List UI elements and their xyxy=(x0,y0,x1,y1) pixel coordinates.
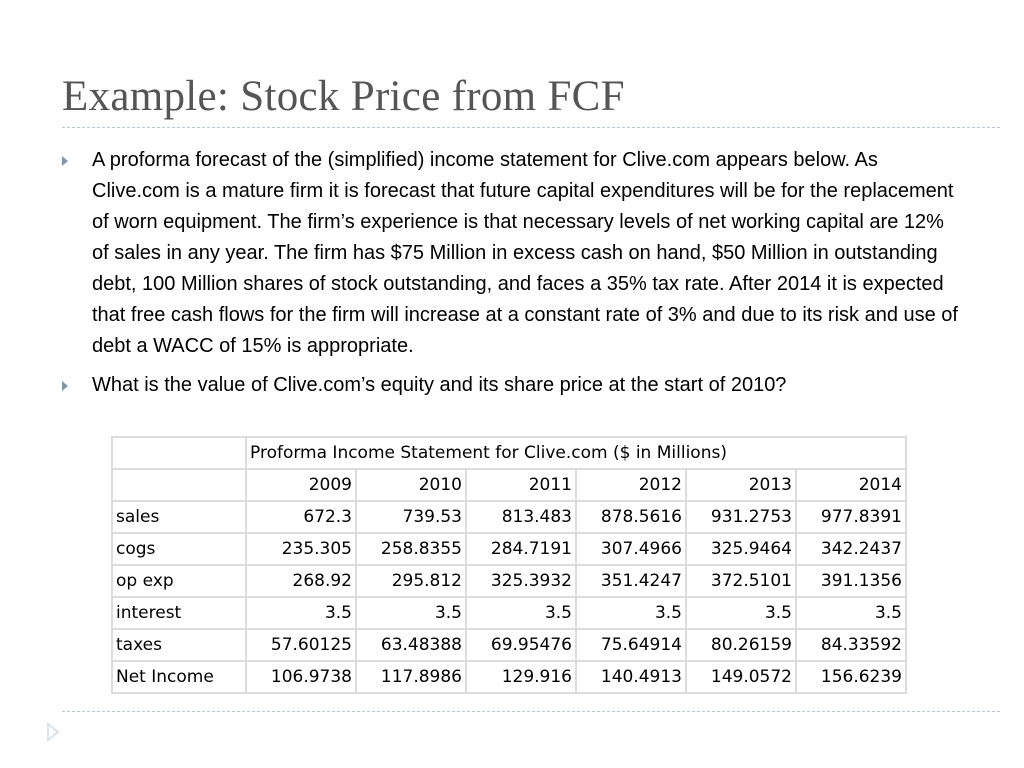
bullet-item xyxy=(62,370,962,401)
table-title: Proforma Income Statement for Clive.com ($ in Millions) xyxy=(246,437,906,469)
table-corner-cell xyxy=(112,469,246,501)
table-corner-cell xyxy=(112,437,246,469)
table-cell: 84.33592 xyxy=(796,629,906,661)
table-cell: 258.8355 xyxy=(356,533,466,565)
table-cell: 931.2753 xyxy=(686,501,796,533)
row-label: taxes xyxy=(112,629,246,661)
row-label: sales xyxy=(112,501,246,533)
table-cell: 672.3 xyxy=(246,501,356,533)
table-cell: 235.305 xyxy=(246,533,356,565)
triangle-right-icon xyxy=(62,156,68,166)
table-cell: 977.8391 xyxy=(796,501,906,533)
year-header: 2010 xyxy=(356,469,466,501)
bullet-text: A proforma forecast of the (simplified) income statement for Clive.com appears below. As Clive.com is a mature firm it is forecast that future capital expenditures will be for the replacement of worn equipment. The firm’s experience is that necessary levels of net working capital are 12% of sales in any year. The firm has $75 Million in excess cash on hand, $50 Million in outstanding debt, 100 Million shares of stock outstanding, and faces a 35% tax rate. After 2014 it is expected that free cash flows for the firm will increase at a constant rate of 3% and due to its risk and use of debt a WACC of 15% is appropriate. xyxy=(92,149,958,357)
year-header: 2013 xyxy=(686,469,796,501)
table-cell: 372.5101 xyxy=(686,565,796,597)
footer-divider xyxy=(62,711,1000,712)
table-cell: 3.5 xyxy=(576,597,686,629)
table-cell: 3.5 xyxy=(246,597,356,629)
table-row xyxy=(112,565,906,597)
row-label: Net Income xyxy=(112,661,246,693)
row-label: cogs xyxy=(112,533,246,565)
table-cell: 351.4247 xyxy=(576,565,686,597)
table-row xyxy=(112,629,906,661)
table-cell: 129.916 xyxy=(466,661,576,693)
table-cell: 117.8986 xyxy=(356,661,466,693)
table-cell: 342.2437 xyxy=(796,533,906,565)
table-cell: 391.1356 xyxy=(796,565,906,597)
table-cell: 813.483 xyxy=(466,501,576,533)
year-header: 2014 xyxy=(796,469,906,501)
table-row xyxy=(112,533,906,565)
table-row xyxy=(112,597,906,629)
table-cell: 325.9464 xyxy=(686,533,796,565)
table-cell: 295.812 xyxy=(356,565,466,597)
table-cell: 156.6239 xyxy=(796,661,906,693)
table-cell: 75.64914 xyxy=(576,629,686,661)
year-header: 2011 xyxy=(466,469,576,501)
year-header: 2012 xyxy=(576,469,686,501)
table-cell: 268.92 xyxy=(246,565,356,597)
table-cell: 80.26159 xyxy=(686,629,796,661)
table-cell: 3.5 xyxy=(796,597,906,629)
slide-title: Example: Stock Price from FCF xyxy=(62,73,625,120)
table-cell: 149.0572 xyxy=(686,661,796,693)
year-header: 2009 xyxy=(246,469,356,501)
next-slide-icon[interactable] xyxy=(47,722,60,742)
row-label: op exp xyxy=(112,565,246,597)
table-cell: 140.4913 xyxy=(576,661,686,693)
table-cell: 3.5 xyxy=(466,597,576,629)
table-cell: 106.9738 xyxy=(246,661,356,693)
triangle-right-icon xyxy=(62,381,68,391)
table-cell: 878.5616 xyxy=(576,501,686,533)
table-row xyxy=(112,501,906,533)
table-cell: 325.3932 xyxy=(466,565,576,597)
title-divider xyxy=(62,127,1000,128)
table-cell: 63.48388 xyxy=(356,629,466,661)
table-cell: 57.60125 xyxy=(246,629,356,661)
table-cell: 69.95476 xyxy=(466,629,576,661)
table-cell: 3.5 xyxy=(356,597,466,629)
table-row xyxy=(112,661,906,693)
bullet-item xyxy=(62,145,962,362)
bullet-list xyxy=(62,145,962,409)
table-header-row xyxy=(112,469,906,501)
table-cell: 284.7191 xyxy=(466,533,576,565)
table-title-row xyxy=(112,437,906,469)
income-statement-table xyxy=(111,436,907,694)
table-cell: 3.5 xyxy=(686,597,796,629)
table-cell: 739.53 xyxy=(356,501,466,533)
bullet-text: What is the value of Clive.com’s equity and its share price at the start of 2010? xyxy=(92,374,787,396)
table-cell: 307.4966 xyxy=(576,533,686,565)
row-label: interest xyxy=(112,597,246,629)
